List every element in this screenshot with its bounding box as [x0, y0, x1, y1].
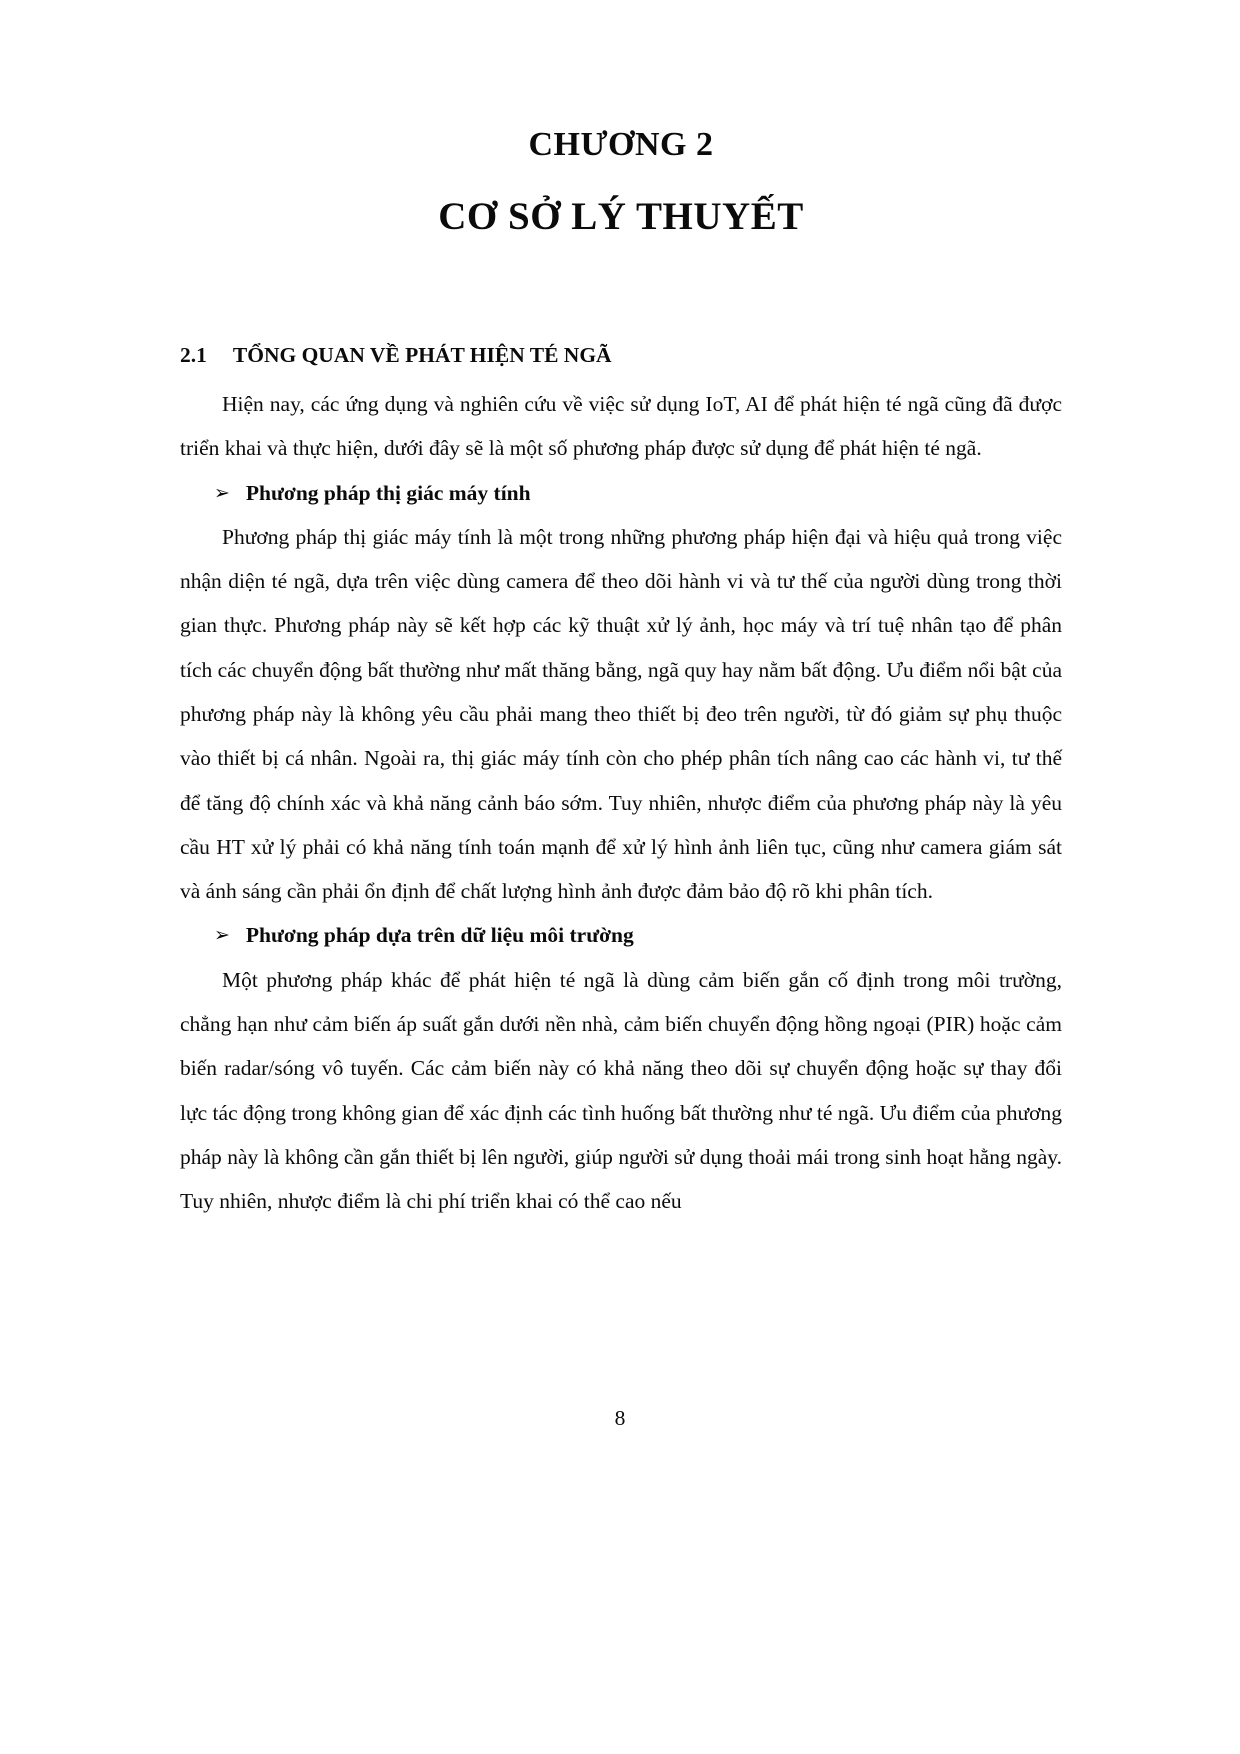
bullet-item-computer-vision: [180, 471, 1062, 515]
section-number: 2.1: [180, 343, 207, 367]
bullet-label: Phương pháp dựa trên dữ liệu môi trường: [245, 923, 634, 948]
bullet-label: Phương pháp thị giác máy tính: [245, 480, 531, 505]
paragraph-computer-vision: Phương pháp thị giác máy tính là một trong những phương pháp hiện đại và hiệu quả trong việc nhận diện té ngã, dựa trên việc dùng camera để theo dõi hành vi và tư thế của người dùng trong thời gian thực. Phương pháp này sẽ kết hợp các kỹ thuật xử lý ảnh, học máy và trí tuệ nhân tạo để phân tích các chuyển động bất thường như mất thăng bằng, ngã quy hay nằm bất động. Ưu điểm nổi bật của phương pháp này là không yêu cầu phải mang theo thiết bị đeo trên người, từ đó giảm sự phụ thuộc vào thiết bị cá nhân. Ngoài ra, thị giác máy tính còn cho phép phân tích nâng cao các hành vi, tư thế để tăng độ chính xác và khả năng cảnh báo sớm. Tuy nhiên, nhược điểm của phương pháp này là yêu cầu HT xử lý phải có khả năng tính toán mạnh để xử lý hình ảnh liên tục, cũng như camera giám sát và ánh sáng cần phải ổn định để chất lượng hình ảnh được đảm bảo độ rõ khi phân tích.: [180, 524, 1062, 904]
chapter-number: CHƯƠNG 2: [528, 126, 714, 163]
section-heading: [180, 343, 1062, 368]
page-number: 8: [614, 1406, 626, 1430]
chapter-title: CƠ SỞ LÝ THUYẾT: [438, 195, 804, 238]
section-title: TỔNG QUAN VỀ PHÁT HIỆN TÉ NGÃ: [232, 343, 612, 367]
bullet-item-environment-data: [180, 913, 1062, 957]
arrow-bullet-icon: ➢: [214, 482, 230, 504]
paragraph-environment-data: Một phương pháp khác để phát hiện té ngã là dùng cảm biến gắn cố định trong môi trường, chẳng hạn như cảm biến áp suất gắn dưới nền nhà, cảm biến chuyển động hồng ngoại (PIR) hoặc cảm biến radar/sóng vô tuyến. Các cảm biến này có khả năng theo dõi sự chuyển động hoặc sự thay đổi lực tác động trong không gian để xác định các tình huống bất thường như té ngã. Ưu điểm của phương pháp này là không cần gắn thiết bị lên người, giúp người sử dụng thoải mái trong sinh hoạt hằng ngày. Tuy nhiên, nhược điểm là chi phí triển khai có thể cao nếu: [180, 967, 1062, 1214]
arrow-bullet-icon: ➢: [214, 925, 230, 947]
intro-paragraph: Hiện nay, các ứng dụng và nghiên cứu về việc sử dụng IoT, AI để phát hiện té ngã cũng đã được triển khai và thực hiện, dưới đây sẽ là một số phương pháp được sử dụng để phát hiện té ngã.: [180, 392, 1062, 461]
chapter-heading: [180, 126, 1062, 239]
